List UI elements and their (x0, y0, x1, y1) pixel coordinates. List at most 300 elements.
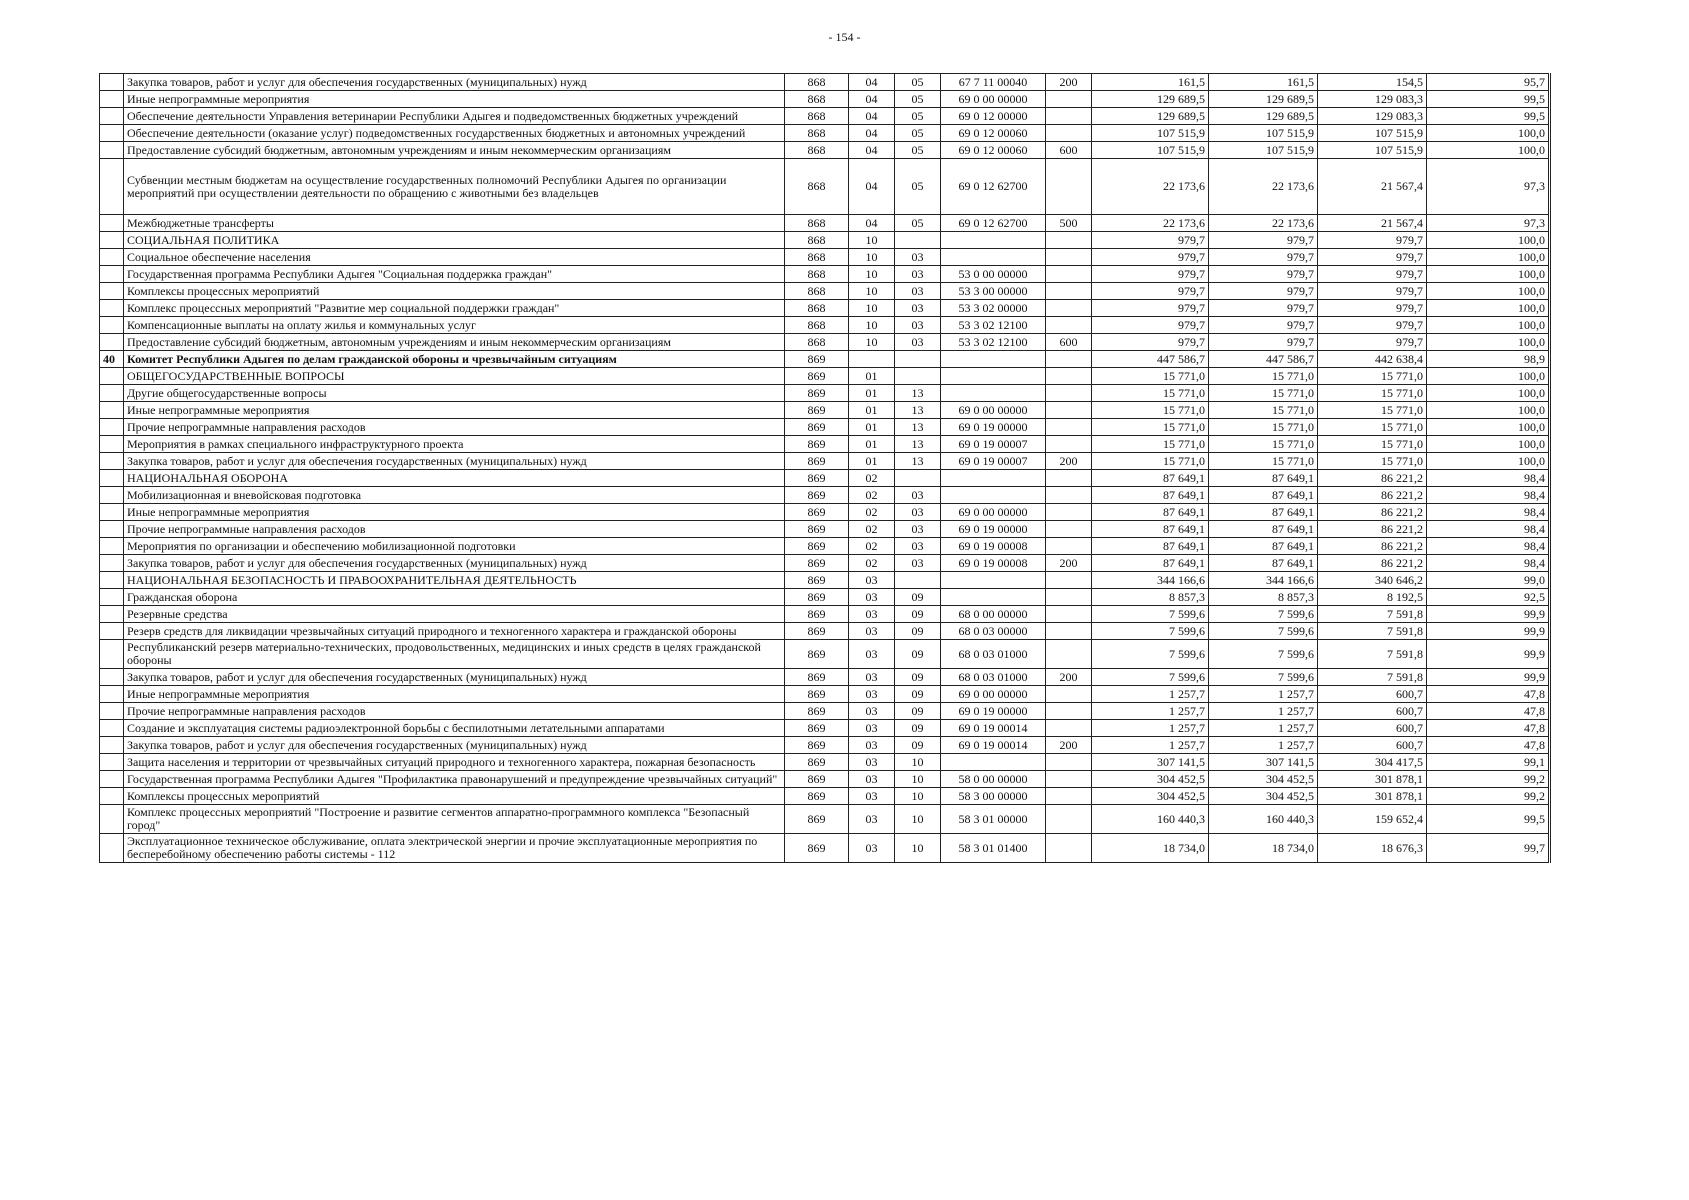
row-value-2: 979,7 (1209, 232, 1318, 249)
row-name: Иные непрограммные мероприятия (124, 402, 785, 419)
row-expense-type (1046, 300, 1092, 317)
row-value-2: 7 599,6 (1209, 623, 1318, 640)
row-name: Прочие непрограммные направления расходов (124, 419, 785, 436)
row-expense-type (1046, 572, 1092, 589)
row-value-3: 979,7 (1318, 249, 1427, 266)
row-number (100, 74, 124, 91)
row-expense-type (1046, 771, 1092, 788)
row-name: Комплексы процессных мероприятий (124, 788, 785, 805)
row-name: Комплекс процессных мероприятий "Развитие мер социальной поддержки граждан" (124, 300, 785, 317)
row-number (100, 142, 124, 159)
row-target-article (941, 368, 1046, 385)
row-target-article: 69 0 19 00007 (941, 436, 1046, 453)
row-value-2: 160 440,3 (1209, 805, 1318, 834)
row-name: Республиканский резерв материально-технических, продовольственных, медицинских и иных средств в целях гражданской обороны (124, 640, 785, 669)
row-target-article (941, 589, 1046, 606)
row-value-3: 7 591,8 (1318, 640, 1427, 669)
row-expense-type (1046, 436, 1092, 453)
row-number (100, 125, 124, 142)
row-number (100, 283, 124, 300)
table-row (100, 669, 1550, 686)
table-row (100, 385, 1550, 402)
table-row (100, 249, 1550, 266)
table-row (100, 788, 1550, 805)
row-percent: 99,5 (1427, 108, 1550, 125)
row-value-3: 15 771,0 (1318, 402, 1427, 419)
row-section: 04 (849, 125, 895, 142)
row-value-1: 22 173,6 (1092, 159, 1209, 215)
row-number (100, 317, 124, 334)
row-target-article: 53 0 00 00000 (941, 266, 1046, 283)
row-subsection: 13 (895, 402, 941, 419)
row-expense-type (1046, 589, 1092, 606)
row-expense-type (1046, 788, 1092, 805)
row-number (100, 555, 124, 572)
row-target-article: 53 3 02 12100 (941, 317, 1046, 334)
row-target-article: 68 0 03 01000 (941, 640, 1046, 669)
row-value-1: 87 649,1 (1092, 521, 1209, 538)
row-value-1: 7 599,6 (1092, 623, 1209, 640)
row-section: 10 (849, 334, 895, 351)
table-row (100, 368, 1550, 385)
row-number (100, 788, 124, 805)
row-value-1: 107 515,9 (1092, 125, 1209, 142)
table-row (100, 589, 1550, 606)
row-name: Закупка товаров, работ и услуг для обеспечения государственных (муниципальных) нужд (124, 453, 785, 470)
row-percent: 99,7 (1427, 834, 1550, 863)
row-section: 10 (849, 283, 895, 300)
row-value-1: 979,7 (1092, 334, 1209, 351)
table-row (100, 334, 1550, 351)
row-value-3: 107 515,9 (1318, 142, 1427, 159)
row-section: 03 (849, 788, 895, 805)
row-ved: 869 (785, 368, 849, 385)
row-expense-type (1046, 108, 1092, 125)
table-row (100, 572, 1550, 589)
table-row (100, 737, 1550, 754)
row-value-2: 7 599,6 (1209, 669, 1318, 686)
row-name: Компенсационные выплаты на оплату жилья и коммунальных услуг (124, 317, 785, 334)
row-value-2: 87 649,1 (1209, 487, 1318, 504)
row-ved: 869 (785, 436, 849, 453)
row-value-3: 18 676,3 (1318, 834, 1427, 863)
row-ved: 869 (785, 703, 849, 720)
table-row (100, 402, 1550, 419)
table-row (100, 419, 1550, 436)
row-section: 01 (849, 419, 895, 436)
row-subsection: 05 (895, 142, 941, 159)
row-name: СОЦИАЛЬНАЯ ПОЛИТИКА (124, 232, 785, 249)
row-expense-type: 600 (1046, 142, 1092, 159)
row-percent: 100,0 (1427, 453, 1550, 470)
row-name: Резерв средств для ликвидации чрезвычайных ситуаций природного и техногенного характера и гражданской обороны (124, 623, 785, 640)
row-target-article: 58 3 01 00000 (941, 805, 1046, 834)
row-expense-type: 200 (1046, 737, 1092, 754)
row-percent: 99,1 (1427, 754, 1550, 771)
row-value-1: 161,5 (1092, 74, 1209, 91)
row-subsection: 03 (895, 300, 941, 317)
row-value-1: 1 257,7 (1092, 720, 1209, 737)
row-target-article: 53 3 02 12100 (941, 334, 1046, 351)
row-ved: 869 (785, 623, 849, 640)
row-target-article (941, 572, 1046, 589)
row-target-article: 69 0 00 00000 (941, 686, 1046, 703)
table-row (100, 538, 1550, 555)
row-value-3: 442 638,4 (1318, 351, 1427, 368)
row-target-article: 69 0 19 00008 (941, 538, 1046, 555)
row-number (100, 453, 124, 470)
row-value-1: 7 599,6 (1092, 640, 1209, 669)
row-expense-type (1046, 385, 1092, 402)
row-target-article: 67 7 11 00040 (941, 74, 1046, 91)
row-ved: 869 (785, 771, 849, 788)
row-ved: 868 (785, 159, 849, 215)
row-value-1: 15 771,0 (1092, 436, 1209, 453)
row-value-2: 344 166,6 (1209, 572, 1318, 589)
row-section: 03 (849, 703, 895, 720)
row-value-1: 344 166,6 (1092, 572, 1209, 589)
row-section: 01 (849, 402, 895, 419)
row-name: НАЦИОНАЛЬНАЯ ОБОРОНА (124, 470, 785, 487)
row-value-1: 979,7 (1092, 300, 1209, 317)
row-section: 04 (849, 142, 895, 159)
row-section: 03 (849, 737, 895, 754)
row-target-article: 69 0 12 62700 (941, 159, 1046, 215)
row-value-1: 304 452,5 (1092, 788, 1209, 805)
row-section (849, 351, 895, 368)
row-target-article (941, 470, 1046, 487)
row-expense-type (1046, 623, 1092, 640)
row-name: Предоставление субсидий бюджетным, автономным учреждениям и иным некоммерческим организациям (124, 334, 785, 351)
row-value-2: 15 771,0 (1209, 453, 1318, 470)
row-value-3: 600,7 (1318, 737, 1427, 754)
row-section: 03 (849, 606, 895, 623)
row-value-3: 21 567,4 (1318, 215, 1427, 232)
row-value-1: 1 257,7 (1092, 737, 1209, 754)
row-name: Комплексы процессных мероприятий (124, 283, 785, 300)
row-target-article: 69 0 19 00008 (941, 555, 1046, 572)
row-section: 02 (849, 470, 895, 487)
row-ved: 869 (785, 720, 849, 737)
row-value-1: 15 771,0 (1092, 419, 1209, 436)
row-value-1: 87 649,1 (1092, 555, 1209, 572)
row-value-1: 304 452,5 (1092, 771, 1209, 788)
row-section: 10 (849, 300, 895, 317)
row-name: Мероприятия в рамках специального инфраструктурного проекта (124, 436, 785, 453)
row-subsection: 09 (895, 720, 941, 737)
row-value-2: 7 599,6 (1209, 606, 1318, 623)
row-value-2: 1 257,7 (1209, 737, 1318, 754)
table-row (100, 834, 1550, 863)
row-section: 10 (849, 317, 895, 334)
row-subsection (895, 351, 941, 368)
row-expense-type: 600 (1046, 334, 1092, 351)
row-name: Государственная программа Республики Адыгея "Социальная поддержка граждан" (124, 266, 785, 283)
row-subsection: 03 (895, 555, 941, 572)
row-section: 01 (849, 453, 895, 470)
row-subsection: 03 (895, 249, 941, 266)
row-percent: 99,9 (1427, 606, 1550, 623)
row-value-2: 304 452,5 (1209, 788, 1318, 805)
row-value-2: 18 734,0 (1209, 834, 1318, 863)
row-value-2: 129 689,5 (1209, 108, 1318, 125)
row-ved: 869 (785, 419, 849, 436)
row-ved: 869 (785, 606, 849, 623)
table-row (100, 640, 1550, 669)
row-target-article (941, 385, 1046, 402)
row-expense-type (1046, 805, 1092, 834)
table-row (100, 125, 1550, 142)
table-row (100, 504, 1550, 521)
row-value-1: 1 257,7 (1092, 686, 1209, 703)
row-name: Иные непрограммные мероприятия (124, 91, 785, 108)
row-number (100, 754, 124, 771)
row-ved: 868 (785, 266, 849, 283)
row-value-2: 107 515,9 (1209, 142, 1318, 159)
row-percent: 99,0 (1427, 572, 1550, 589)
row-value-3: 301 878,1 (1318, 788, 1427, 805)
row-percent: 98,4 (1427, 504, 1550, 521)
row-expense-type (1046, 159, 1092, 215)
row-value-2: 979,7 (1209, 266, 1318, 283)
row-value-1: 129 689,5 (1092, 91, 1209, 108)
row-subsection: 03 (895, 334, 941, 351)
row-number (100, 249, 124, 266)
row-value-3: 979,7 (1318, 317, 1427, 334)
row-expense-type: 500 (1046, 215, 1092, 232)
row-percent: 99,9 (1427, 669, 1550, 686)
row-value-3: 7 591,8 (1318, 606, 1427, 623)
row-ved: 868 (785, 283, 849, 300)
row-name: Мероприятия по организации и обеспечению мобилизационной подготовки (124, 538, 785, 555)
row-subsection (895, 470, 941, 487)
row-value-3: 979,7 (1318, 266, 1427, 283)
row-value-3: 7 591,8 (1318, 669, 1427, 686)
row-subsection: 05 (895, 74, 941, 91)
row-expense-type (1046, 686, 1092, 703)
row-value-3: 304 417,5 (1318, 754, 1427, 771)
row-value-3: 7 591,8 (1318, 623, 1427, 640)
table-row (100, 436, 1550, 453)
row-target-article: 69 0 19 00007 (941, 453, 1046, 470)
row-section: 04 (849, 215, 895, 232)
table-row (100, 232, 1550, 249)
table-row (100, 266, 1550, 283)
row-subsection (895, 572, 941, 589)
row-ved: 869 (785, 538, 849, 555)
row-number (100, 159, 124, 215)
row-number (100, 419, 124, 436)
row-value-3: 15 771,0 (1318, 436, 1427, 453)
row-expense-type (1046, 249, 1092, 266)
row-section: 02 (849, 504, 895, 521)
row-subsection: 10 (895, 805, 941, 834)
row-ved: 868 (785, 300, 849, 317)
row-subsection: 10 (895, 834, 941, 863)
row-value-3: 8 192,5 (1318, 589, 1427, 606)
row-value-3: 129 083,3 (1318, 91, 1427, 108)
row-name: Мобилизационная и вневойсковая подготовка (124, 487, 785, 504)
row-value-2: 15 771,0 (1209, 436, 1318, 453)
row-number (100, 606, 124, 623)
row-value-1: 15 771,0 (1092, 453, 1209, 470)
row-value-3: 15 771,0 (1318, 419, 1427, 436)
row-expense-type (1046, 351, 1092, 368)
row-value-2: 87 649,1 (1209, 470, 1318, 487)
row-section: 01 (849, 385, 895, 402)
row-subsection: 03 (895, 266, 941, 283)
row-expense-type (1046, 91, 1092, 108)
row-target-article: 69 0 19 00000 (941, 521, 1046, 538)
table-row (100, 720, 1550, 737)
row-target-article: 69 0 00 00000 (941, 402, 1046, 419)
row-value-3: 15 771,0 (1318, 385, 1427, 402)
row-section: 03 (849, 589, 895, 606)
row-name: Закупка товаров, работ и услуг для обеспечения государственных (муниципальных) нужд (124, 555, 785, 572)
row-section: 03 (849, 572, 895, 589)
row-ved: 869 (785, 504, 849, 521)
row-section: 03 (849, 805, 895, 834)
row-subsection (895, 368, 941, 385)
row-ved: 869 (785, 669, 849, 686)
row-name: Прочие непрограммные направления расходов (124, 521, 785, 538)
row-target-article: 58 3 01 01400 (941, 834, 1046, 863)
row-percent: 100,0 (1427, 334, 1550, 351)
row-ved: 869 (785, 385, 849, 402)
row-section: 03 (849, 720, 895, 737)
row-percent: 99,9 (1427, 640, 1550, 669)
row-subsection: 03 (895, 317, 941, 334)
row-value-3: 15 771,0 (1318, 453, 1427, 470)
row-value-1: 87 649,1 (1092, 538, 1209, 555)
row-number (100, 334, 124, 351)
row-name: Резервные средства (124, 606, 785, 623)
row-number (100, 771, 124, 788)
table-body (100, 74, 1550, 863)
row-value-3: 86 221,2 (1318, 521, 1427, 538)
table-row (100, 686, 1550, 703)
row-section: 10 (849, 266, 895, 283)
row-value-1: 979,7 (1092, 317, 1209, 334)
row-ved: 868 (785, 91, 849, 108)
row-value-3: 21 567,4 (1318, 159, 1427, 215)
row-section: 02 (849, 521, 895, 538)
row-percent: 97,3 (1427, 159, 1550, 215)
row-subsection: 09 (895, 686, 941, 703)
table-row (100, 91, 1550, 108)
row-value-3: 86 221,2 (1318, 555, 1427, 572)
row-ved: 868 (785, 249, 849, 266)
row-expense-type (1046, 538, 1092, 555)
row-name: Закупка товаров, работ и услуг для обеспечения государственных (муниципальных) нужд (124, 737, 785, 754)
row-ved: 869 (785, 572, 849, 589)
row-section: 10 (849, 232, 895, 249)
row-expense-type (1046, 720, 1092, 737)
table-row (100, 300, 1550, 317)
row-subsection: 13 (895, 436, 941, 453)
row-value-2: 1 257,7 (1209, 720, 1318, 737)
row-expense-type (1046, 317, 1092, 334)
row-number (100, 300, 124, 317)
row-number (100, 737, 124, 754)
row-number (100, 91, 124, 108)
row-percent: 100,0 (1427, 436, 1550, 453)
row-expense-type: 200 (1046, 555, 1092, 572)
row-name: Комитет Республики Адыгея по делам гражданской обороны и чрезвычайным ситуациям (124, 351, 785, 368)
row-section: 04 (849, 74, 895, 91)
row-ved: 869 (785, 754, 849, 771)
row-value-1: 447 586,7 (1092, 351, 1209, 368)
row-value-2: 15 771,0 (1209, 419, 1318, 436)
row-target-article: 69 0 12 62700 (941, 215, 1046, 232)
row-value-2: 979,7 (1209, 249, 1318, 266)
row-section: 01 (849, 436, 895, 453)
row-subsection: 03 (895, 504, 941, 521)
row-value-3: 301 878,1 (1318, 771, 1427, 788)
row-percent: 47,8 (1427, 686, 1550, 703)
row-expense-type: 200 (1046, 74, 1092, 91)
row-target-article: 68 0 03 01000 (941, 669, 1046, 686)
row-target-article: 69 0 19 00000 (941, 419, 1046, 436)
row-number (100, 623, 124, 640)
row-number (100, 215, 124, 232)
row-value-3: 979,7 (1318, 334, 1427, 351)
row-number (100, 232, 124, 249)
row-section: 03 (849, 834, 895, 863)
row-value-1: 87 649,1 (1092, 504, 1209, 521)
row-target-article (941, 232, 1046, 249)
row-percent: 100,0 (1427, 249, 1550, 266)
row-ved: 869 (785, 351, 849, 368)
table-row (100, 521, 1550, 538)
row-value-1: 979,7 (1092, 266, 1209, 283)
row-value-3: 159 652,4 (1318, 805, 1427, 834)
row-target-article: 58 0 00 00000 (941, 771, 1046, 788)
row-name: Эксплуатационное техническое обслуживание, оплата электрической энергии и прочие эксплуатационные мероприятия по бесперебойному обеспечению работы системы - 112 (124, 834, 785, 863)
row-value-2: 1 257,7 (1209, 703, 1318, 720)
row-number (100, 686, 124, 703)
row-ved: 869 (785, 589, 849, 606)
row-target-article (941, 249, 1046, 266)
row-percent: 100,0 (1427, 368, 1550, 385)
row-value-3: 600,7 (1318, 720, 1427, 737)
row-value-1: 160 440,3 (1092, 805, 1209, 834)
row-ved: 868 (785, 142, 849, 159)
row-percent: 47,8 (1427, 737, 1550, 754)
budget-table (99, 73, 1551, 863)
row-number (100, 538, 124, 555)
row-subsection: 03 (895, 538, 941, 555)
row-subsection: 09 (895, 640, 941, 669)
row-name: Обеспечение деятельности (оказание услуг) подведомственных государственных бюджетных и автономных учреждений (124, 125, 785, 142)
row-value-3: 600,7 (1318, 686, 1427, 703)
table-row (100, 470, 1550, 487)
row-subsection: 09 (895, 606, 941, 623)
row-section: 03 (849, 669, 895, 686)
row-expense-type (1046, 368, 1092, 385)
row-value-1: 15 771,0 (1092, 385, 1209, 402)
row-percent: 99,2 (1427, 788, 1550, 805)
row-value-2: 7 599,6 (1209, 640, 1318, 669)
table-row (100, 74, 1550, 91)
row-value-1: 979,7 (1092, 283, 1209, 300)
row-section: 03 (849, 623, 895, 640)
row-ved: 868 (785, 334, 849, 351)
table-row (100, 623, 1550, 640)
row-value-3: 86 221,2 (1318, 470, 1427, 487)
row-number (100, 589, 124, 606)
row-percent: 98,4 (1427, 487, 1550, 504)
